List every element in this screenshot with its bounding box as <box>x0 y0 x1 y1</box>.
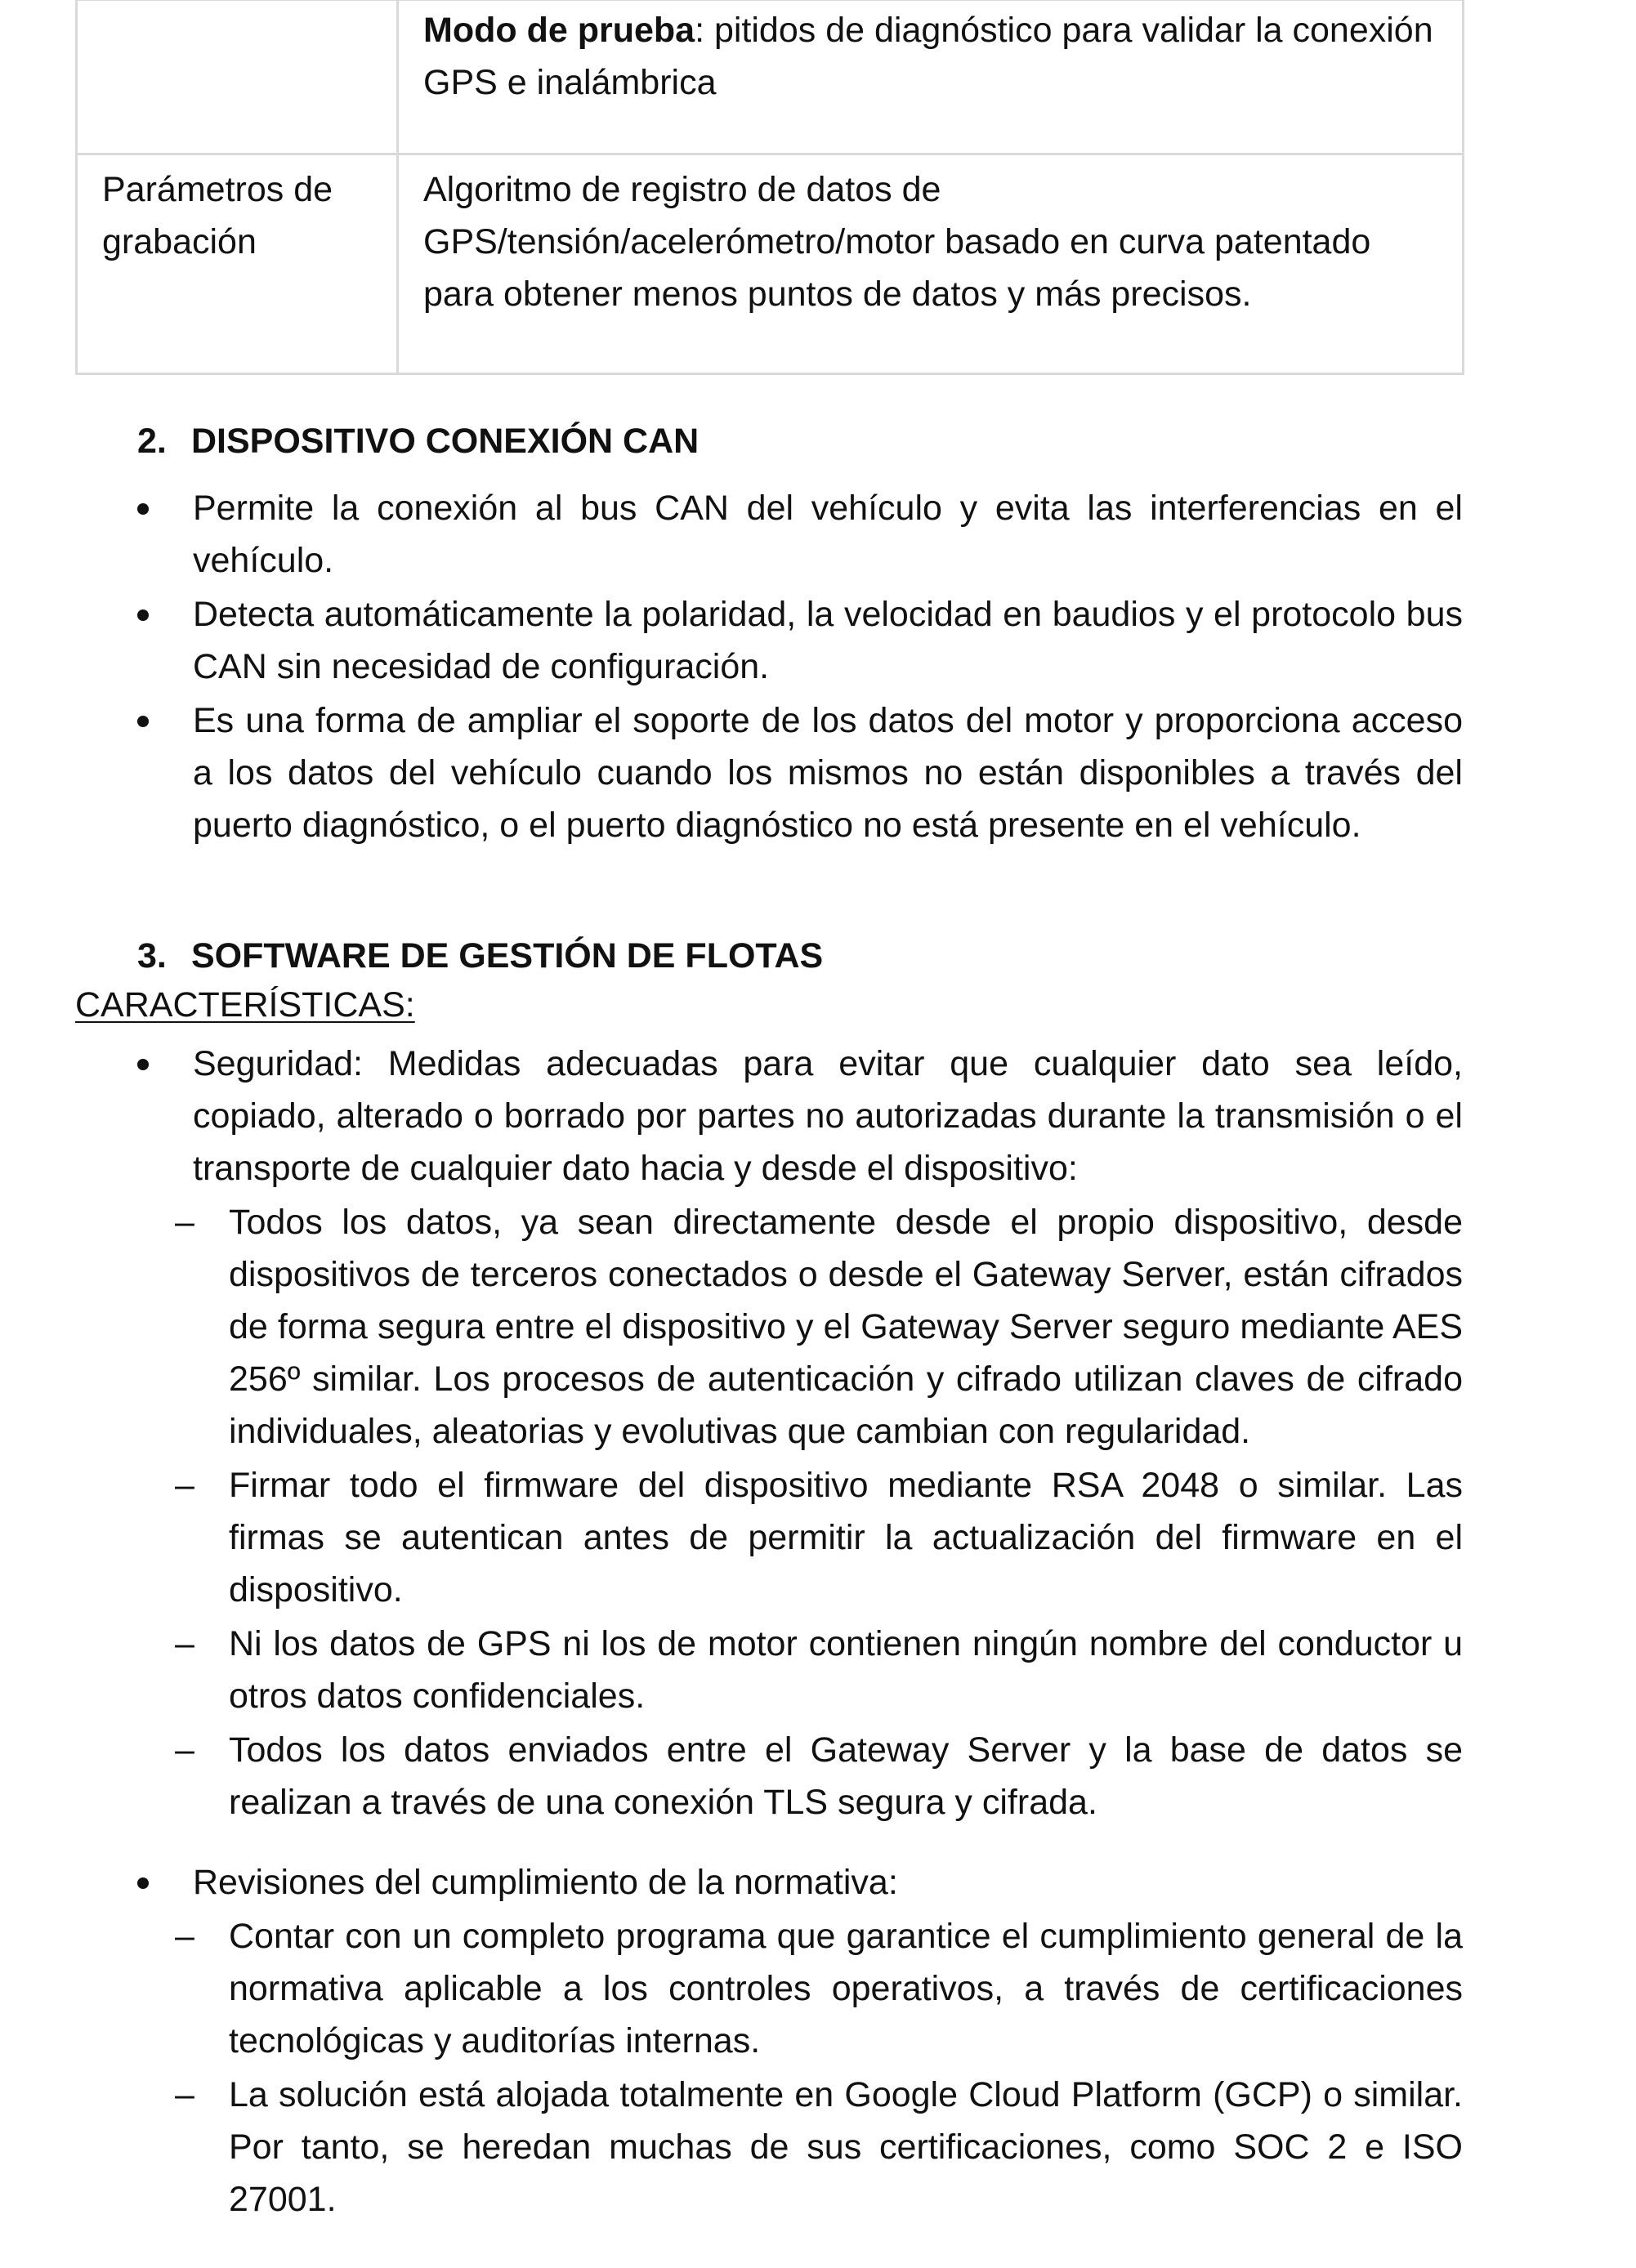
sub-item-text: Firmar todo el firmware del dispositivo mediante RSA 2048 o similar. Las firmas se autentican antes de permitir la actualización del firmware en el dispositivo. <box>229 1466 1463 1609</box>
bullet-text: Detecta automáticamente la polaridad, la velocidad en baudios y el protocolo bus CAN sin necesidad de configuración. <box>193 595 1463 686</box>
compliance-sub-list <box>137 1910 1463 2226</box>
bullet-icon <box>137 716 149 727</box>
section-3-heading <box>137 931 823 980</box>
row-label: Parámetros de grabación <box>102 170 333 261</box>
sub-item-text: Contar con un completo programa que garantice el cumplimiento general de la normativa aplicable a los controles operativos, a través de certificaciones tecnológicas y auditorías internas. <box>229 1917 1463 2060</box>
dash-icon: – <box>175 1730 194 1770</box>
row-value-bold: Modo de prueba <box>423 11 695 50</box>
section-2-bullet-list <box>137 482 1463 851</box>
list-item <box>137 1038 1463 1828</box>
row-value: Algoritmo de registro de datos de GPS/tensión/acelerómetro/motor basado en curva patentado para obtener menos puntos de datos y más precisos. <box>423 170 1371 314</box>
row-label <box>78 1 396 4</box>
sub-list-item <box>137 1459 1463 1616</box>
sub-item-text: Ni los datos de GPS ni los de motor contienen ningún nombre del conductor u otros datos confidenciales. <box>229 1624 1463 1716</box>
section-title: DISPOSITIVO CONEXIÓN CAN <box>191 422 700 461</box>
section-3-bullet-list <box>137 1038 1463 2226</box>
sub-item-text: Todos los datos enviados entre el Gateway Server y la base de datos se realizan a través de una conexión TLS segura y cifrada. <box>229 1730 1463 1822</box>
bullet-text: Permite la conexión al bus CAN del vehículo y evita las interferencias en el vehículo. <box>193 489 1463 580</box>
section-title: SOFTWARE DE GESTIÓN DE FLOTAS <box>191 936 824 976</box>
table-row <box>77 154 1464 374</box>
sub-item-text: Todos los datos, ya sean directamente desde el propio dispositivo, desde dispositivos de terceros conectados o desde el Gateway Server, están cifrados de forma segura entre el dispositivo y el Gateway Server seguro mediante AES 256º similar. Los procesos de autenticación y cifrado utilizan claves de cifrado individuales, aleatorias y evolutivas que cambian con regularidad. <box>229 1203 1463 1451</box>
section-number: 3. <box>137 936 167 976</box>
sub-list-item <box>137 1910 1463 2067</box>
list-item <box>137 482 1463 587</box>
security-sub-list <box>137 1196 1463 1828</box>
specs-table <box>75 0 1464 375</box>
section-2-heading <box>137 417 699 466</box>
row-value <box>399 1 1462 109</box>
bullet-icon <box>137 609 149 621</box>
table-cell-value <box>398 154 1464 374</box>
list-item <box>137 1856 1463 2226</box>
sub-list-item <box>137 1724 1463 1828</box>
dash-icon: – <box>175 1466 194 1505</box>
features-subheading: CARACTERÍSTICAS: <box>75 985 415 1025</box>
bullet-icon <box>137 1059 149 1070</box>
bullet-text: Revisiones del cumplimiento de la normativa: <box>193 1863 898 1902</box>
list-item <box>137 588 1463 693</box>
sub-list-item <box>137 1196 1463 1458</box>
bullet-icon <box>137 503 149 515</box>
sub-list-item <box>137 1618 1463 1722</box>
row-value-text: : pitidos de diagnóstico para validar la conexión GPS e inalámbrica <box>423 11 1433 102</box>
section-number: 2. <box>137 422 167 461</box>
list-item <box>137 694 1463 851</box>
table-cell-label <box>77 154 398 374</box>
dash-icon: – <box>175 1917 194 1956</box>
sub-item-text: La solución está alojada totalmente en Google Cloud Platform (GCP) o similar. Por tanto, se heredan muchas de sus certificaciones, como SOC 2 e ISO 27001. <box>229 2075 1463 2219</box>
sub-list-item <box>137 2069 1463 2226</box>
dash-icon: – <box>175 2075 194 2114</box>
table-cell-label <box>77 0 398 154</box>
bullet-text: Es una forma de ampliar el soporte de los datos del motor y proporciona acceso a los datos del vehículo cuando los mismos no están disponibles a través del puerto diagnóstico, o el puerto diagnóstico no está presente en el vehículo. <box>193 701 1463 845</box>
table-row <box>77 0 1464 154</box>
dash-icon: – <box>175 1624 194 1663</box>
bullet-icon <box>137 1877 149 1889</box>
bullet-text: Seguridad: Medidas adecuadas para evitar que cualquier dato sea leído, copiado, alterado o borrado por partes no autorizadas durante la transmisión o el transporte de cualquier dato hacia y desde el dispositivo: <box>193 1044 1463 1188</box>
table-cell-value <box>398 0 1464 154</box>
dash-icon: – <box>175 1203 194 1242</box>
